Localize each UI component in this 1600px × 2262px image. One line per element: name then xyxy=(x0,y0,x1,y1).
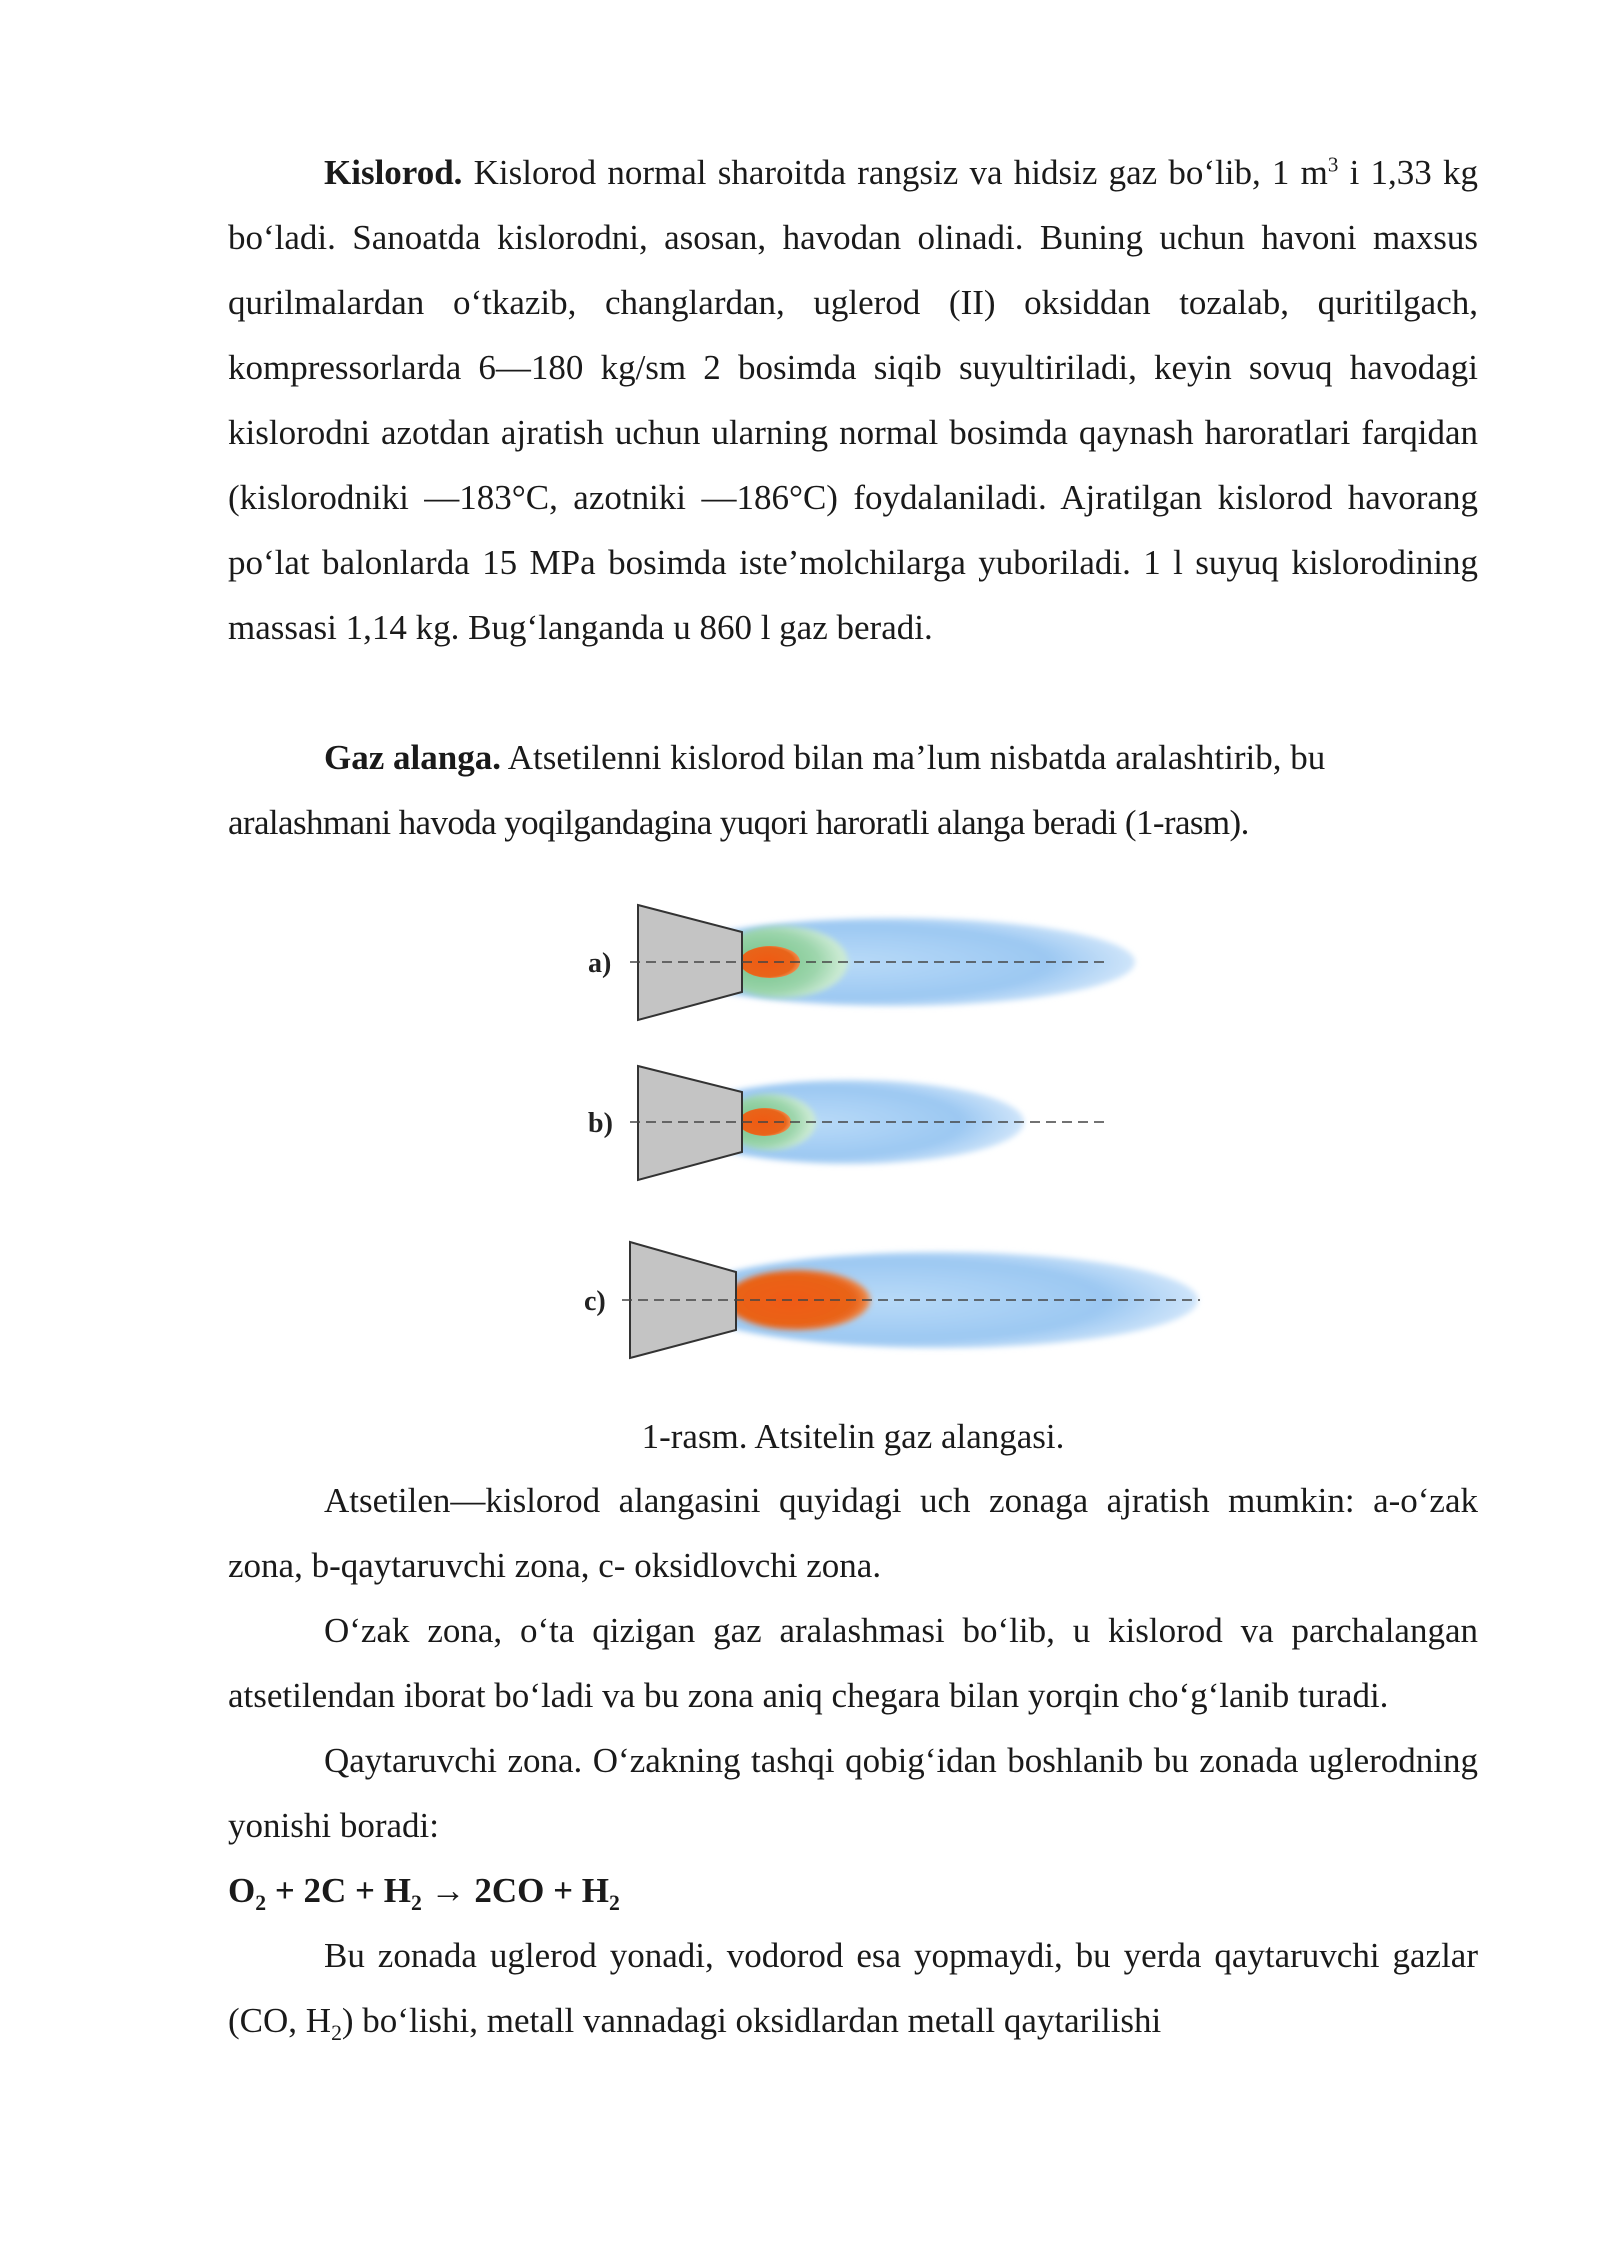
heading-oxygen: Kislorod. xyxy=(324,153,463,192)
flame-a xyxy=(588,905,1135,1020)
paragraph-zones: Atsetilen—kislorod alangasini quyidagi uch zonaga ajratish mumkin: a-o‘zak zona, b-qaytaruvchi zona, c- oksidlovchi zona. xyxy=(228,1481,1478,1585)
paragraph-oxygen: Kislorod. Kislorod normal sharoitda rangsiz va hidsiz gaz bo‘lib, 1 $m^3$ i 1,33 kg bo‘ladi. Sanoatda kislorodni, asosan, havodan olinadi. Buning uchun havoni maxsus qurilmalardan o‘tkazib, changlardan, uglerod (II) oksiddan tozalab, quritilgach, kompressorlarda 6—180 kg/sm 2 bosimda siqib suyultiriladi, keyin sovuq havodagi kislorodni azotdan ajratish uchun ularning normal bosimda qaynash haroratlari farqidan (kislorodniki —183°C, azotniki —186°C) foydalaniladi. Ajratilgan kislorod havorang po‘lat balonlarda 15 MPa bosimda iste’molchilarga yuboriladi. 1 l suyuq kislorodining massasi 1,14 kg. Bug‘langanda u 860 l gaz beradi. xyxy=(228,152,1478,647)
heading-gas-flame: Gaz alanga. xyxy=(324,738,501,777)
figure-caption: 1-rasm. Atsitelin gaz alangasi. xyxy=(641,1417,1065,1456)
label-c: c) xyxy=(584,1286,606,1317)
label-b: b) xyxy=(588,1108,613,1139)
paragraph-reducing-zone: Qaytaruvchi zona. O‘zakning tashqi qobig‘idan boshlanib bu zonada uglerodning yonishi boradi: xyxy=(228,1741,1478,1845)
paragraph-gas-flame: Gaz alanga. Atsetilenni kislorod bilan ma’lum nisbatda aralashtirib, bu aralashmani havoda yoqilgandagina yuqori haroratli alanga beradi (1-rasm). xyxy=(228,738,1326,842)
flame-figure xyxy=(560,890,1240,1370)
reaction-formula: $O_2 + 2C + H_2 \to 2CO + H_2$ xyxy=(228,1871,620,1915)
flame-b xyxy=(588,1066,1110,1180)
paragraph-core-zone: O‘zak zona, o‘ta qizigan gaz aralashmasi bo‘lib, u kislorod va parchalangan atsetilendan iborat bo‘ladi va bu zona aniq chegara bilan yorqin cho‘g‘lanib turadi. xyxy=(228,1611,1478,1715)
paragraph-reducing-gases: Bu zonada uglerod yonadi, vodorod esa yopmaydi, bu yerda qaytaruvchi gazlar (CO, $H_2$) bo‘lishi, metall vannadagi oksidlardan metall qaytarilishi xyxy=(228,1936,1478,2045)
label-a: a) xyxy=(588,948,612,979)
flame-c xyxy=(584,1242,1200,1358)
text-continuation xyxy=(228,1468,1478,2053)
